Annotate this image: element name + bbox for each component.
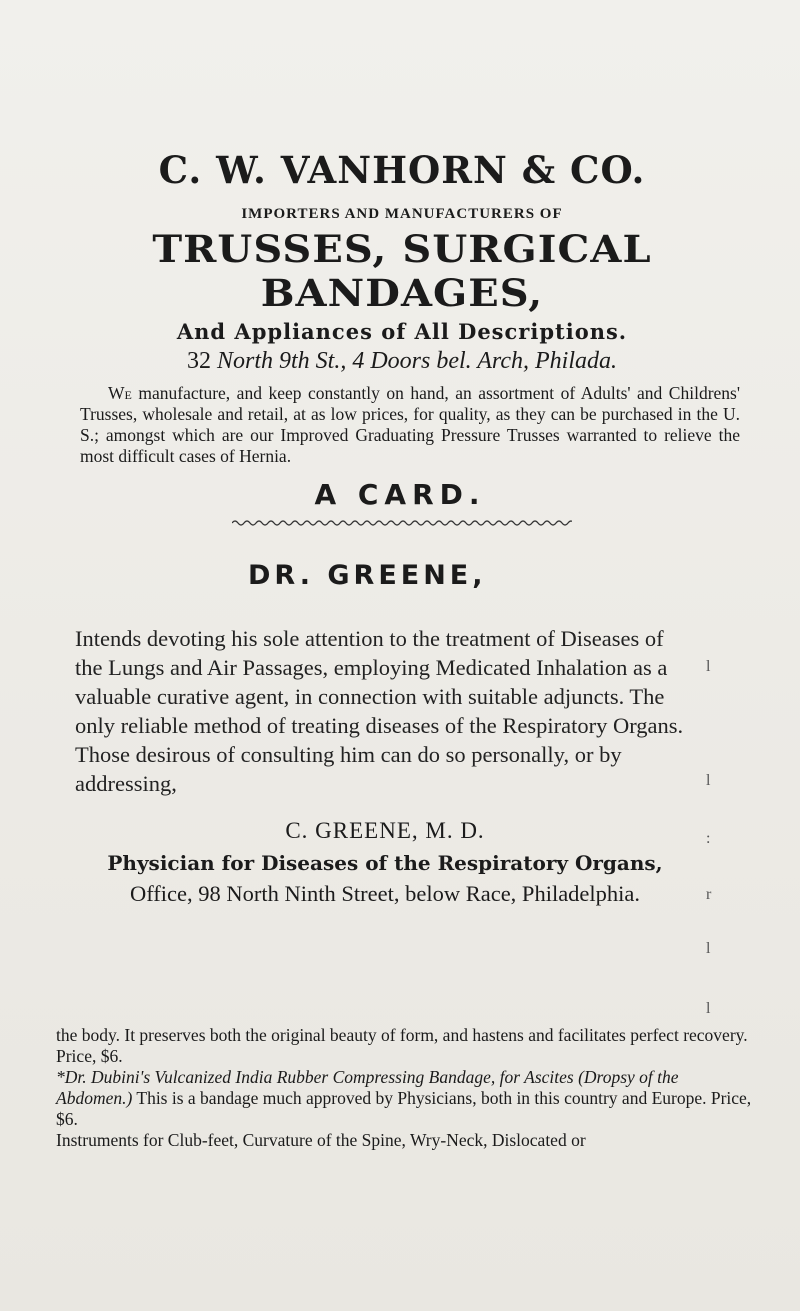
headline: TRUSSES, SURGICAL BANDAGES,: [152, 227, 652, 315]
body-text: manufacture, and keep constantly on hand, an assortment of Adults' and Childrens' Trusses, wholesale and retail, at as low prices, for quality, as they can be purchased in the U. S.; amongst which are our Improved Graduating Pressure Trusses warranted to relieve the most difficult cases of Hernia.: [80, 383, 740, 466]
continuation-line-3: Instruments for Club-feet, Curvature of the Spine, Wry-Neck, Dislocated or: [56, 1130, 586, 1150]
bandage-description: This is a bandage much approved by Physicians, both in this country and Europe. Price, $6.: [56, 1088, 752, 1129]
bandage-title: *Dr. Dubini's Vulcanized India Rubber Compressing Bandage, for Ascites (Dropsy of the Abdomen.): [56, 1067, 679, 1108]
address-number: 32: [186, 348, 211, 374]
card-body: [75, 624, 695, 798]
continuation-line-1: the body. It preserves both the original beauty of form, and hastens and facilitates perfect recovery. Price, $6.: [56, 1025, 748, 1066]
wavy-divider: [232, 518, 572, 528]
doctor-name: DR. GREENE,: [248, 560, 487, 591]
card-title: Physician for Diseases of the Respiratory Organs,: [107, 851, 663, 875]
body-lead: We: [108, 383, 132, 403]
trusses-text-continuation: [56, 1025, 756, 1151]
card-signer: C. GREENE, M. D.: [285, 818, 485, 843]
continuation-line-2: [56, 1067, 756, 1130]
appliances-line: And Appliances of All Descriptions.: [176, 319, 628, 344]
vanhorn-advertisement: [52, 148, 752, 467]
card-paragraph: Intends devoting his sole attention to the treatment of Diseases of the Lungs and Air Passages, employing Medicated Inhalation as a valuable curative agent, in connection with suitable adjuncts. The only reliable method of treating diseases of the Respiratory Organs. Those desirous of consulting him can do so personally, or by addressing,: [75, 626, 684, 796]
scanned-page: C. W. VANHORN & CO. IMPORTERS AND MANUFACTURERS OF TRUSSES, SURGICAL BANDAGES, And Appliances of All Descriptions. 32 North 9th St., 4 Doors bel. Arch, Philada. We manufacture, and keep constantly on hand, an assortment of Adults' and Childrens' Trusses, wholesale and retail, at as low prices, for quality, as they can be purchased in the U. S.; amongst which are our Improved Graduating Pressure Trusses warranted to relieve the most difficult cases of Hernia. A CARD. DR. GREENE, Intends devoting his sole attention to the treatment of Diseases of the Lungs and Air Passages, employing Medicated Inhalation as a valuable curative agent, in connection with suitable adjuncts. The only reliable method of treating diseases of the Respiratory Organs. Those desirous of consulting him can do so personally, or by addressing, C. GREENE, M. D. Physician for Diseases of the Respiratory Organs, Office, 98 North Ninth Street, below Race, Philadelphia. l l : r l l the body. It preserves both the original beauty of form, and hastens and facilitates perfect recovery. Price, $6. *Dr. Dubini's Vulcanized India Rubber Compressing Bandage, for Ascites (Dropsy of the Abdomen.) This is a bandage much approved by Physicians, both in this country and Europe. Price, $6. Instruments for Club-feet, Curvature of the Spine, Wry-Neck, Dislocated or: [0, 0, 800, 1311]
advertisement-body: [80, 383, 740, 467]
card-heading: A CARD.: [314, 478, 486, 511]
address-line: [52, 348, 752, 375]
firm-name: C. W. VANHORN & CO.: [158, 148, 646, 192]
card-office: Office, 98 North Ninth Street, below Race, Philadelphia.: [129, 881, 641, 906]
address-rest: North 9th St., 4 Doors bel. Arch, Philada.: [216, 348, 617, 374]
importers-line: IMPORTERS AND MANUFACTURERS OF: [241, 206, 563, 222]
